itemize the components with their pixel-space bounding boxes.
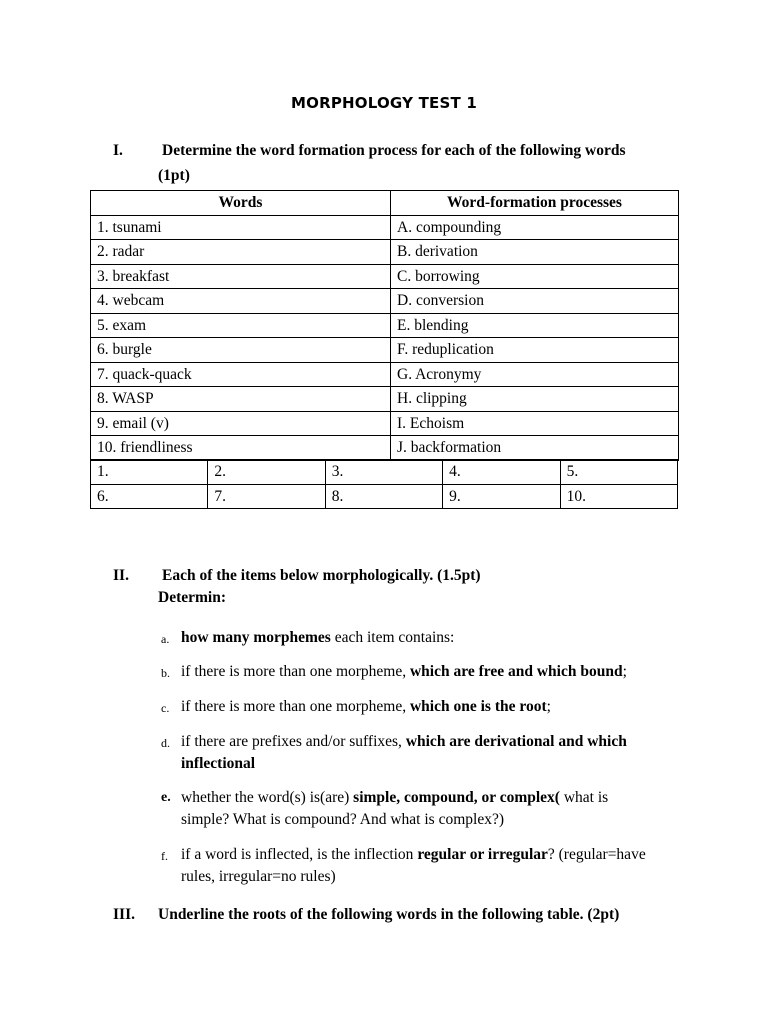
answer-cell[interactable]: 9. (443, 484, 560, 509)
answer-cell[interactable]: 2. (208, 460, 325, 485)
word-cell: 5. exam (91, 313, 391, 338)
item-bold: simple, compound, or complex( (353, 789, 560, 806)
answer-cell[interactable]: 1. (91, 460, 208, 485)
section-1-points: (1pt) (158, 167, 190, 184)
word-cell: 4. webcam (91, 289, 391, 314)
item-text: if there is more than one morpheme, (181, 663, 410, 680)
item-text: each item contains: (330, 629, 455, 646)
process-cell: B. derivation (391, 240, 679, 265)
header-processes: Word-formation processes (391, 191, 679, 216)
header-words: Words (91, 191, 391, 216)
table-row (91, 264, 679, 289)
list-marker: e. (161, 790, 171, 805)
section-1-numeral: I. (113, 142, 123, 159)
section-1-heading: Determine the word formation process for each of the following words (162, 142, 626, 159)
process-cell: J. backformation (391, 436, 679, 461)
list-marker: a. (161, 632, 170, 646)
item-text: ? (regular=have rules, irregular=no rules) (181, 846, 646, 885)
answer-table (90, 459, 678, 509)
process-cell: H. clipping (391, 387, 679, 412)
process-cell: C. borrowing (391, 264, 679, 289)
word-cell: 10. friendliness (91, 436, 391, 461)
section-2-heading: Each of the items below morphologically. (1.5pt) (162, 567, 481, 584)
table-row (91, 338, 679, 363)
item-text: what is simple? What is compound? And what is complex?) (181, 789, 609, 828)
section-2-numeral: II. (113, 567, 129, 584)
item-text: if there are prefixes and/or suffixes, (181, 733, 406, 750)
item-text: if a word is inflected, is the inflection (181, 846, 418, 863)
list-marker: f. (161, 849, 168, 863)
item-text: ; (546, 698, 551, 715)
word-cell: 9. email (v) (91, 411, 391, 436)
answer-row (91, 484, 678, 509)
table-row (91, 215, 679, 240)
word-cell: 1. tsunami (91, 215, 391, 240)
table-row (91, 362, 679, 387)
item-bold: how many morphemes (181, 629, 331, 646)
process-cell: D. conversion (391, 289, 679, 314)
answer-cell[interactable]: 6. (91, 484, 208, 509)
word-cell: 7. quack-quack (91, 362, 391, 387)
table-row (91, 387, 679, 412)
item-bold: which are derivational and which inflectional (181, 733, 627, 772)
item-bold: regular or irregular (417, 846, 548, 863)
process-cell: A. compounding (391, 215, 679, 240)
section-2-subheading: Determin: (158, 589, 226, 606)
item-bold: which are free and which bound (409, 663, 623, 680)
table-row (91, 240, 679, 265)
answer-cell[interactable]: 8. (325, 484, 442, 509)
word-cell: 2. radar (91, 240, 391, 265)
section-3-numeral: III. (113, 906, 135, 923)
table-row (91, 313, 679, 338)
table-row (91, 411, 679, 436)
section-3-heading: Underline the roots of the following words in the following table. (2pt) (158, 906, 620, 923)
process-cell: E. blending (391, 313, 679, 338)
word-formation-table (90, 190, 679, 461)
answer-cell[interactable]: 4. (443, 460, 560, 485)
item-text: ; (622, 663, 627, 680)
item-bold: which one is the root (409, 698, 547, 715)
answer-cell[interactable]: 5. (560, 460, 677, 485)
list-marker: c. (161, 701, 170, 715)
process-cell: G. Acronymy (391, 362, 679, 387)
answer-cell[interactable]: 7. (208, 484, 325, 509)
item-text: whether the word(s) is(are) (181, 789, 354, 806)
table-header-row (91, 191, 679, 216)
answer-row (91, 460, 678, 485)
word-cell: 8. WASP (91, 387, 391, 412)
item-text: if there is more than one morpheme, (181, 698, 410, 715)
word-cell: 6. burgle (91, 338, 391, 363)
word-cell: 3. breakfast (91, 264, 391, 289)
list-marker: d. (161, 736, 170, 750)
answer-cell[interactable]: 3. (325, 460, 442, 485)
answer-cell[interactable]: 10. (560, 484, 677, 509)
list-marker: b. (161, 666, 170, 680)
page-title: MORPHOLOGY TEST 1 (291, 94, 477, 112)
table-row (91, 289, 679, 314)
process-cell: F. reduplication (391, 338, 679, 363)
process-cell: I. Echoism (391, 411, 679, 436)
table-row (91, 436, 679, 461)
